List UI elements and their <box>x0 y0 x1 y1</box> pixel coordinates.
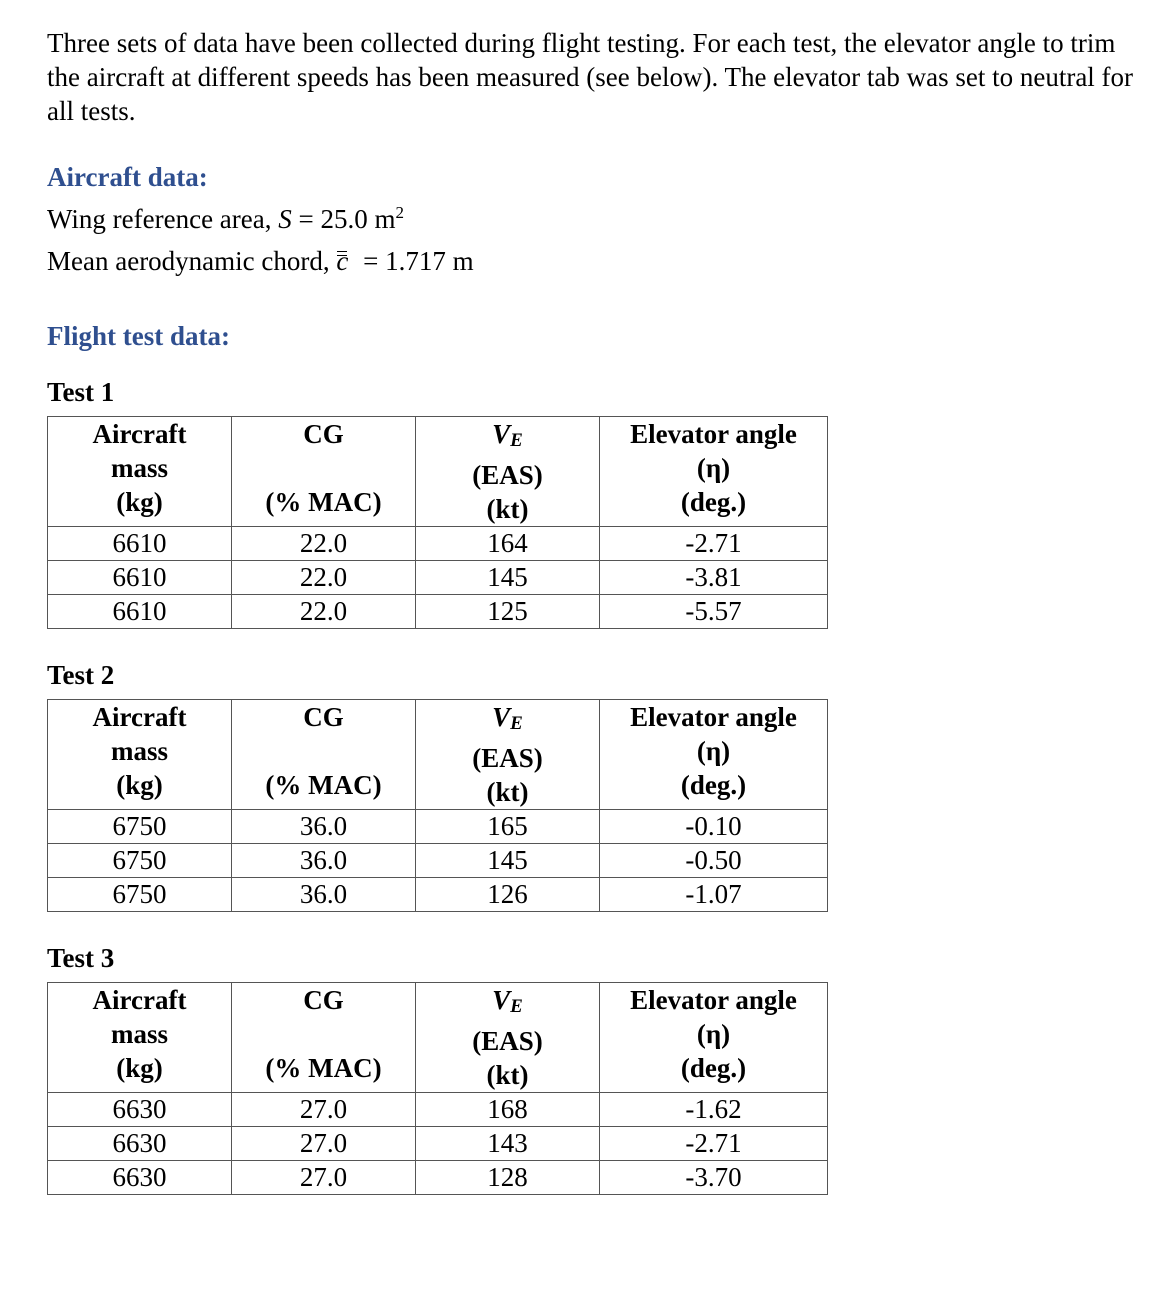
header-elevator-line: (η) <box>696 736 731 766</box>
header-mass-line: (kg) <box>116 487 163 517</box>
cell-cg: 36.0 <box>232 810 416 844</box>
header-elevator-line: Elevator angle <box>630 702 797 732</box>
cell-ve: 143 <box>416 1127 600 1161</box>
header-elevator-line: (η) <box>696 453 731 483</box>
header-mass <box>48 700 232 810</box>
wing-area-symbol: S <box>278 204 292 234</box>
header-ve-line: (EAS) <box>472 743 543 773</box>
cell-ve: 145 <box>416 844 600 878</box>
header-elevator-line: Elevator angle <box>630 419 797 449</box>
cell-elevator: -1.62 <box>600 1093 828 1127</box>
header-ve-subscript: E <box>510 996 523 1017</box>
cell-ve: 126 <box>416 878 600 912</box>
intro-paragraph: Three sets of data have been collected during flight testing. For each test, the elevator angle to trim the aircraft at different speeds has been measured (see below). The elevator tab was set to neutral for all tests. <box>47 28 1134 126</box>
cell-elevator: -5.57 <box>600 595 828 629</box>
header-ve-line: (kt) <box>486 1060 529 1090</box>
table-row <box>48 844 828 878</box>
wing-area-value: = 25.0 m <box>291 204 396 234</box>
cell-ve: 145 <box>416 561 600 595</box>
header-cg <box>232 983 416 1093</box>
cell-cg: 22.0 <box>232 561 416 595</box>
header-elevator-line: (deg.) <box>680 770 747 800</box>
cell-elevator: -2.71 <box>600 527 828 561</box>
header-row <box>48 983 828 1093</box>
cell-ve: 164 <box>416 527 600 561</box>
header-cg-line: CG <box>303 702 344 732</box>
header-cg <box>232 417 416 527</box>
header-ve-symbol: $V_E$ <box>492 702 523 734</box>
flight-test-table <box>47 982 828 1195</box>
header-cg-line: (% MAC) <box>265 487 382 517</box>
header-ve-subscript: E <box>510 713 523 734</box>
cell-mass: 6630 <box>48 1093 232 1127</box>
table-row <box>48 595 828 629</box>
header-elevator <box>600 417 828 527</box>
cell-mass: 6630 <box>48 1161 232 1195</box>
header-ve <box>416 700 600 810</box>
table-row <box>48 1161 828 1195</box>
aircraft-data-heading: Aircraft data: <box>47 162 208 192</box>
flight-test-heading: Flight test data: <box>47 321 230 351</box>
wing-area-sup: 2 <box>395 203 404 222</box>
table-row <box>48 561 828 595</box>
header-cg-line: (% MAC) <box>265 770 382 800</box>
cell-elevator: -1.07 <box>600 878 828 912</box>
cell-cg: 22.0 <box>232 527 416 561</box>
cell-mass: 6610 <box>48 595 232 629</box>
header-cg-line <box>232 451 415 485</box>
cell-cg: 36.0 <box>232 844 416 878</box>
table-row <box>48 527 828 561</box>
header-mass-line: Aircraft <box>92 419 187 449</box>
header-mass-line: (kg) <box>116 770 163 800</box>
cell-mass: 6750 <box>48 810 232 844</box>
header-mass-line: Aircraft <box>92 985 187 1015</box>
header-mass-line: mass <box>110 1019 168 1049</box>
cell-cg: 22.0 <box>232 595 416 629</box>
header-mass <box>48 417 232 527</box>
table-row <box>48 878 828 912</box>
test-title: Test 3 <box>47 943 115 973</box>
header-cg <box>232 700 416 810</box>
flight-test-table <box>47 416 828 629</box>
cell-ve: 128 <box>416 1161 600 1195</box>
cell-ve: 168 <box>416 1093 600 1127</box>
cell-elevator: -2.71 <box>600 1127 828 1161</box>
header-mass <box>48 983 232 1093</box>
header-ve-line: (kt) <box>486 777 529 807</box>
table-row <box>48 810 828 844</box>
test-title: Test 1 <box>47 377 115 407</box>
header-elevator-line: Elevator angle <box>630 985 797 1015</box>
header-ve-symbol: $V_E$ <box>492 985 523 1017</box>
header-ve <box>416 417 600 527</box>
cell-cg: 27.0 <box>232 1161 416 1195</box>
header-elevator-line: (deg.) <box>680 487 747 517</box>
header-ve-line: (kt) <box>486 494 529 524</box>
header-row <box>48 700 828 810</box>
mac-symbol: c <box>336 246 349 276</box>
cell-cg: 27.0 <box>232 1093 416 1127</box>
header-elevator-line: (η) <box>696 1019 731 1049</box>
cell-cg: 27.0 <box>232 1127 416 1161</box>
table-row <box>48 1127 828 1161</box>
header-cg-line: CG <box>303 419 344 449</box>
header-mass-line: (kg) <box>116 1053 163 1083</box>
header-ve-line: (EAS) <box>472 460 543 490</box>
table-row <box>48 1093 828 1127</box>
wing-area-label: Wing reference area, <box>47 204 279 234</box>
header-elevator <box>600 983 828 1093</box>
wing-area-line <box>47 203 404 235</box>
cell-mass: 6750 <box>48 844 232 878</box>
mac-value: = 1.717 m <box>356 246 474 276</box>
test-title: Test 2 <box>47 660 115 690</box>
cell-cg: 36.0 <box>232 878 416 912</box>
flight-test-table <box>47 699 828 912</box>
mac-line <box>47 246 474 277</box>
cell-mass: 6610 <box>48 561 232 595</box>
header-row <box>48 417 828 527</box>
header-ve-line: (EAS) <box>472 1026 543 1056</box>
cell-mass: 6750 <box>48 878 232 912</box>
cell-mass: 6610 <box>48 527 232 561</box>
cell-elevator: -3.81 <box>600 561 828 595</box>
header-cg-line: CG <box>303 985 344 1015</box>
mac-label: Mean aerodynamic chord, <box>47 246 337 276</box>
header-cg-line <box>232 1017 415 1051</box>
header-elevator <box>600 700 828 810</box>
header-elevator-line: (deg.) <box>680 1053 747 1083</box>
cell-ve: 165 <box>416 810 600 844</box>
header-ve-subscript: E <box>510 430 523 451</box>
header-ve <box>416 983 600 1093</box>
header-mass-line: mass <box>110 453 168 483</box>
cell-elevator: -0.10 <box>600 810 828 844</box>
cell-elevator: -0.50 <box>600 844 828 878</box>
cell-mass: 6630 <box>48 1127 232 1161</box>
cell-ve: 125 <box>416 595 600 629</box>
header-cg-line <box>232 734 415 768</box>
header-mass-line: Aircraft <box>92 702 187 732</box>
header-ve-symbol: $V_E$ <box>492 419 523 451</box>
header-mass-line: mass <box>110 736 168 766</box>
header-cg-line: (% MAC) <box>265 1053 382 1083</box>
cell-elevator: -3.70 <box>600 1161 828 1195</box>
